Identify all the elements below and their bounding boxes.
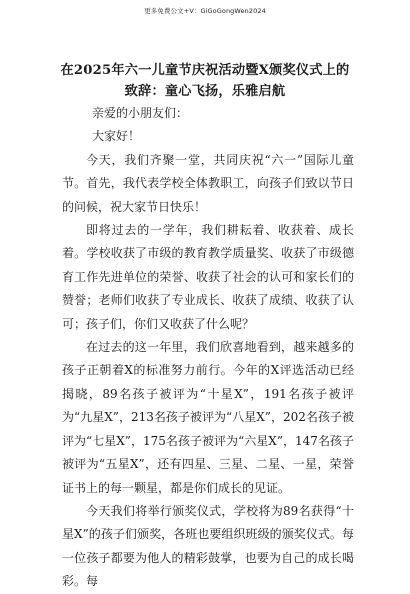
- hello-line: 大家好！: [92, 129, 141, 144]
- paragraph: 在过去的这一年里，我们欣喜地看到，越来越多的孩子正朝着X的标准努力前行。今年的X评选活动已经揭晓，89名孩子被评为“十星X”，191名孩子被评为“九星X”，213名孩子被评为“八星X”，202名孩子被评为“七星X”，175名孩子被评为“六星X”，147名孩子被评为“五星X”，还有四星、三星、二星、一星，荣誉证书上的每一颗星，都是你们成长的见证。: [62, 340, 354, 495]
- page-header: 更多免费公文+V：GiGoGongWen2024: [144, 7, 266, 15]
- paragraph: 今天我们将举行颁奖仪式，学校将为89名获得“十星X”的孩子们颁奖，各班也要组织班级的颁奖仪式。每一位孩子都要为他人的精彩鼓掌，也要为自己的成长喝彩。每: [62, 503, 354, 589]
- document-body: [62, 102, 354, 594]
- paragraph: 即将过去的一学年，我们耕耘着、收获着、成长着。学校收获了市级的教育教学质量奖、收获了市级德育工作先进单位的荣誉、收获了社会的认可和家长们的赞誉；老师们收获了专业成长、收获了成绩、收获了认可；孩子们，你们又收获了什么呢？: [62, 223, 354, 331]
- document-title: 在2025年六一儿童节庆祝活动暨X颁奖仪式上的致辞：童心飞扬，乐雅启航: [60, 63, 350, 99]
- greeting: 亲爱的小朋友们：: [92, 106, 189, 120]
- paragraph: 今天，我们齐聚一堂，共同庆祝“六一”国际儿童节。首先，我代表学校全体教职工，向孩子们致以节日的问候，祝大家节日快乐！: [62, 152, 354, 214]
